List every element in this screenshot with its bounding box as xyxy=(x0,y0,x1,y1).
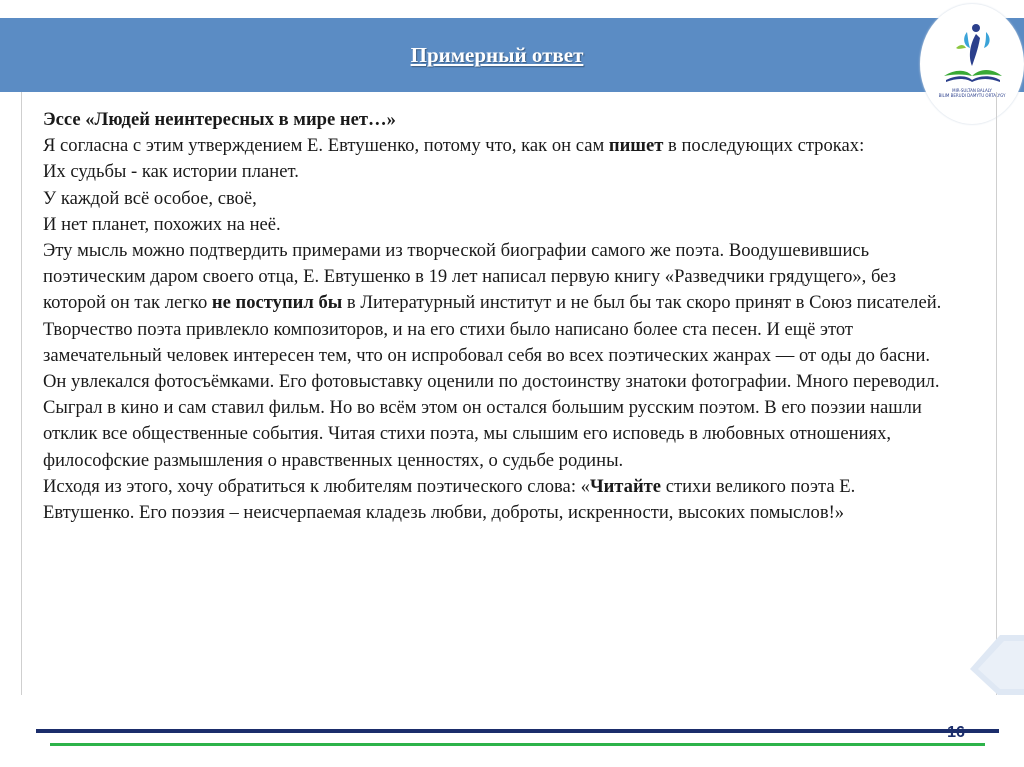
essay-title: Эссе «Людей неинтересных в мире нет…» xyxy=(43,109,396,130)
essay-text xyxy=(43,107,943,526)
verse-line: И нет планет, похожих на неё. xyxy=(43,213,281,235)
essay-p2-bold: не поступил бы xyxy=(211,292,343,314)
essay-p3-bold: Читайте xyxy=(589,475,662,497)
verse-line: У каждой всё особое, своё, xyxy=(43,187,257,209)
essay-p1-bold: пишет xyxy=(608,135,664,157)
footer-rule-green xyxy=(50,743,985,746)
slide-number: 16 xyxy=(947,724,965,741)
essay-p3-text-end: стихи великого поэта Е. Евтушенко. Его поэзия – неисчерпаемая кладезь любви, доброты, искренности, высоких помыслов!» xyxy=(43,475,856,524)
essay-paragraph-1 xyxy=(43,133,943,159)
essay-p1-text: Я согласна с этим утверждением Е. Евтушенко, потому что, как он сам xyxy=(43,135,609,157)
footer-rule-blue xyxy=(36,729,999,733)
corner-decoration xyxy=(970,635,1024,695)
essay-paragraph-2 xyxy=(43,238,943,474)
logo-text-line1: MIR-SULTAN BALALY xyxy=(952,88,992,93)
page-title: Примерный ответ xyxy=(410,42,584,67)
essay-p2-text: Эту мысль можно подтвердить примерами из творческой биографии самого же поэта. Воодушевившись поэтическим даром своего отца, Е. Евтушенко в 19 лет написал первую книгу «Разведчики грядущего», без которой он так легко xyxy=(43,240,896,314)
verse-line: Их судьбы - как истории планет. xyxy=(43,161,299,183)
essay-p1-text-end: в последующих строках: xyxy=(663,135,865,157)
logo-text-line2: BILIM BERUDI DAMYTU ORTALYGY xyxy=(938,93,1006,98)
essay-p3-text: Исходя из этого, хочу обратиться к любителям поэтического слова: « xyxy=(43,475,590,497)
essay-p2-text-end: в Литературный институт и не был бы так скоро принят в Союз писателей. Творчество поэта привлекло композиторов, и на его стихи было написано более ста песен. И ещё этот замечательный человек интересен тем, что он испробовал себя во всех поэтических жанрах — от оды до басни. Он увлекался фотосъёмками. Его фотовыставку оценили по достоинству знатоки фотографии. Много переводил. Сыграл в кино и сам ставил фильм. Но во всём этом он остался большим русским поэтом. В его поэзии нашли отклик все общественные события. Читая стихи поэта, мы слышим его исповедь в любовных отношениях, философские размышления о нравственных ценностях, о судьбе родины. xyxy=(43,292,942,471)
essay-paragraph-3 xyxy=(43,474,943,526)
